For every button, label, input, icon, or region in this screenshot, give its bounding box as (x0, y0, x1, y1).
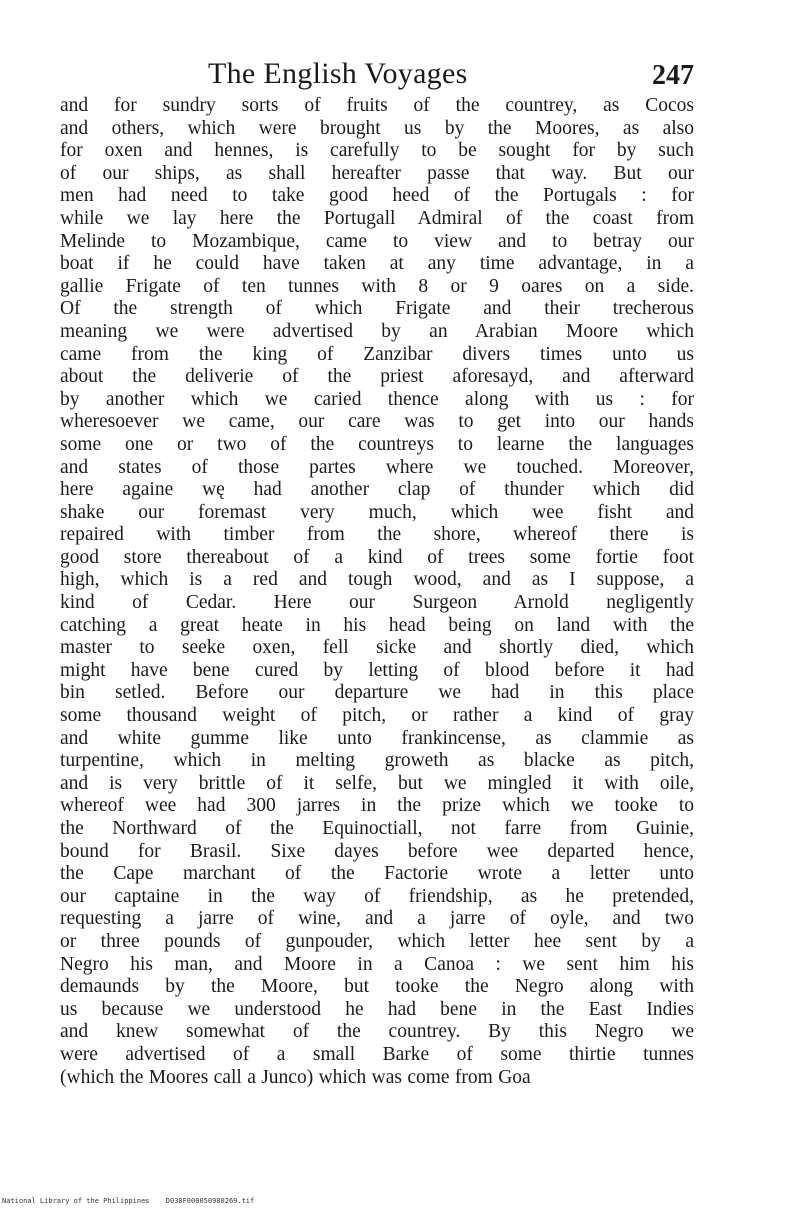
page-number: 247 (652, 60, 694, 91)
text-line: our captaine in the way of friendship, as he pretended, (60, 885, 694, 907)
text-line: demaunds by the Moore, but tooke the Negro along with (60, 976, 694, 998)
text-line: wheresoever we came, our care was to get into our hands (60, 411, 694, 433)
text-line: or three pounds of gunpouder, which letter hee sent by a (60, 930, 694, 952)
text-line: and white gumme like unto frankincense, as clammie as (60, 727, 694, 749)
text-line: some thousand weight of pitch, or rather a kind of gray (60, 705, 694, 727)
text-line: came from the king of Zanzibar divers times unto us (60, 343, 694, 365)
text-line: were advertised of a small Barke of some thirtie tunnes (60, 1043, 694, 1065)
text-line: of our ships, as shall hereafter passe that way. But our (60, 162, 694, 184)
text-line: boat if he could have taken at any time advantage, in a (60, 253, 694, 275)
text-line: and knew somewhat of the countrey. By this Negro we (60, 1021, 694, 1043)
text-line: us because we understood he had bene in the East Indies (60, 998, 694, 1020)
text-line: might have bene cured by letting of blood before it had (60, 659, 694, 681)
text-line: while we lay here the Portugall Admiral of the coast from (60, 207, 694, 229)
text-line: Negro his man, and Moore in a Canoa : we sent him his (60, 953, 694, 975)
text-line: gallie Frigate of ten tunnes with 8 or 9 oares on a side. (60, 275, 694, 297)
text-line: whereof wee had 300 jarres in the prize which we tooke to (60, 795, 694, 817)
text-line: men had need to take good heed of the Portugals : for (60, 185, 694, 207)
body-text (60, 95, 694, 1089)
text-line: high, which is a red and tough wood, and as I suppose, a (60, 569, 694, 591)
text-line: for oxen and hennes, is carefully to be sought for by such (60, 140, 694, 162)
text-line: bound for Brasil. Sixe dayes before wee departed hence, (60, 840, 694, 862)
text-line: and others, which were brought us by the Moores, as also (60, 117, 694, 139)
text-line: catching a great heate in his head being on land with the (60, 614, 694, 636)
page-header (60, 54, 700, 94)
text-line: Melinde to Mozambique, came to view and to betray our (60, 230, 694, 252)
scan-footer (2, 1197, 266, 1205)
text-line: (which the Moores call a Junco) which was come from Goa (60, 1066, 531, 1088)
text-line: turpentine, which in melting groweth as blacke as pitch, (60, 750, 694, 772)
text-line: some one or two of the countreys to learne the languages (60, 433, 694, 455)
text-line: master to seeke oxen, fell sicke and shortly died, which (60, 637, 694, 659)
text-line: requesting a jarre of wine, and a jarre of oyle, and two (60, 908, 694, 930)
text-line: here againe wę had another clap of thunder which did (60, 479, 694, 501)
text-line: good store thereabout of a kind of trees some fortie foot (60, 546, 694, 568)
text-line: and for sundry sorts of fruits of the countrey, as Cocos (60, 95, 694, 116)
text-line: bin setled. Before our departure we had in this place (60, 682, 694, 704)
text-line: and states of those partes where we touched. Moreover, (60, 456, 694, 478)
text-line: shake our foremast very much, which wee fisht and (60, 501, 694, 523)
file-id: D030F000050980269.tif (165, 1197, 255, 1205)
text-line: and is very brittle of it selfe, but we mingled it with oile, (60, 772, 694, 794)
text-line: the Northward of the Equinoctiall, not farre from Guinie, (60, 818, 694, 839)
text-line: kind of Cedar. Here our Surgeon Arnold negligently (60, 592, 694, 614)
text-line: Of the strength of which Frigate and their trecherous (60, 298, 694, 320)
text-line: about the deliverie of the priest aforesayd, and afterward (60, 366, 694, 388)
text-line: by another which we caried thence along with us : for (60, 388, 694, 410)
library-name: National Library of the Philippines (2, 1197, 150, 1205)
text-line: the Cape marchant of the Factorie wrote a letter unto (60, 863, 694, 885)
text-line: repaired with timber from the shore, whereof there is (60, 524, 694, 546)
text-line: meaning we were advertised by an Arabian Moore which (60, 320, 694, 342)
running-title: The English Voyages (208, 57, 468, 90)
